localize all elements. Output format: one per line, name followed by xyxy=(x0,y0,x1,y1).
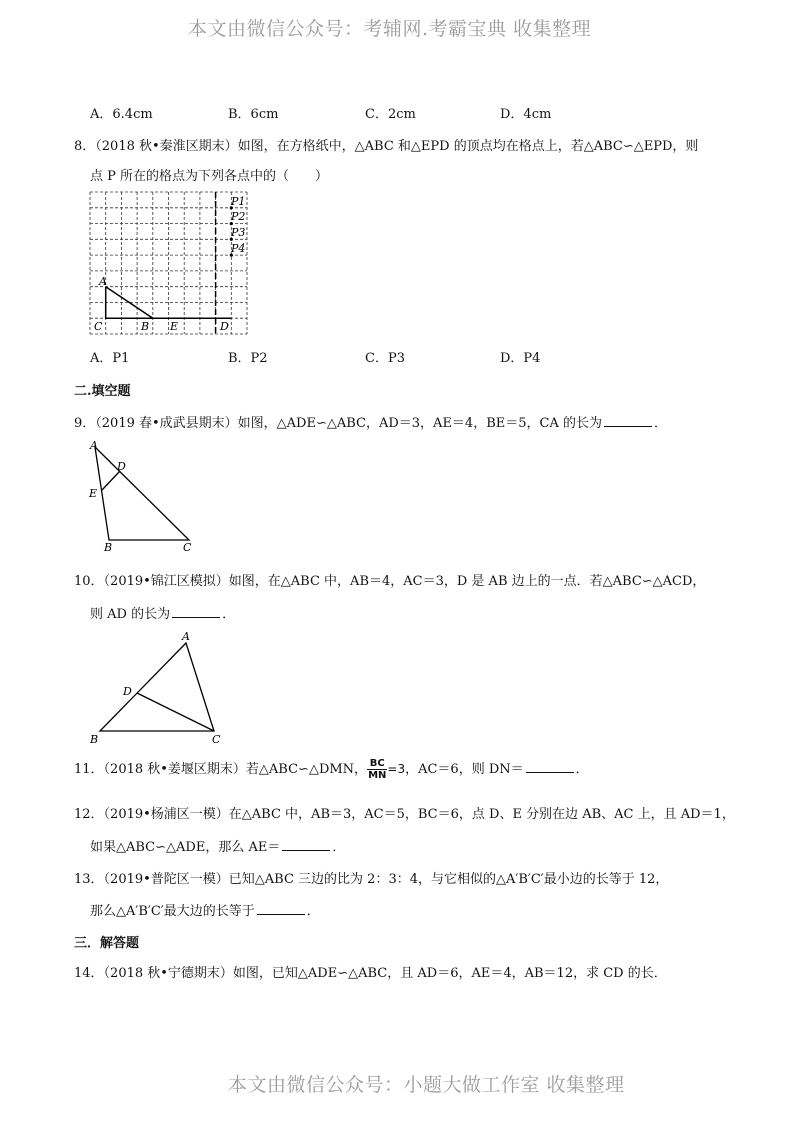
label-e: E xyxy=(170,320,179,333)
q12-period: ． xyxy=(332,840,346,855)
label-a: A xyxy=(90,439,98,452)
q8-grid-figure xyxy=(88,188,248,338)
q8-option-c: C．P3 xyxy=(365,351,405,366)
label-a: A xyxy=(99,275,107,288)
q8-option-d: D．P4 xyxy=(500,351,541,366)
label-c: C xyxy=(212,733,221,746)
bc-over-mn-fraction xyxy=(367,758,387,781)
label-p1: P1 xyxy=(231,195,246,208)
q11-period: ． xyxy=(575,762,589,777)
q13-answer-blank[interactable] xyxy=(257,902,305,915)
q10-triangle-figure xyxy=(85,627,230,749)
q11-answer-blank[interactable] xyxy=(526,760,574,773)
label-e: E xyxy=(89,487,98,500)
top-watermark: 本文由微信公众号：考辅网.考霸宝典 收集整理 xyxy=(188,18,592,40)
q12-answer-blank[interactable] xyxy=(282,838,330,851)
fraction-numerator: BC xyxy=(367,758,387,770)
q12-stem-line2 xyxy=(90,836,345,855)
q10-period: ． xyxy=(222,607,236,622)
label-p3: P3 xyxy=(231,226,246,239)
q11-text-start: 11．（2018 秋•姜堰区期末）若△ABC∽△DMN， xyxy=(74,762,368,777)
q9-period: ． xyxy=(654,416,668,431)
q13-text: 那么△A′B′C′最大边的长等于 xyxy=(90,904,255,919)
label-d: D xyxy=(220,320,229,333)
q9-text: 9．（2019 春•成武县期末）如图，△ADE∽△ABC，AD＝3，AE＝4，BE＝5，CA 的长为 xyxy=(74,416,602,431)
q13-stem-line2 xyxy=(90,900,320,919)
q14-stem: 14．（2018 秋•宁德期末）如图，已知△ADE∽△ABC，且 AD＝6，AE＝4，AB＝12，求 CD 的长． xyxy=(74,966,667,981)
section-answer-title: 三．解答题 xyxy=(74,936,140,951)
q7-option-b: B．6cm xyxy=(228,107,279,122)
label-p2: P2 xyxy=(231,210,246,223)
label-a: A xyxy=(182,630,190,643)
fraction-denominator: MN xyxy=(368,770,387,781)
q10-stem-line2 xyxy=(90,603,235,622)
q8-stem-line1: 8．（2018 秋•秦淮区期末）如图，在方格纸中，△ABC 和△EPD 的顶点均在格点上，若△ABC∽△EPD，则 xyxy=(74,139,699,154)
label-d: D xyxy=(123,685,132,698)
q8-option-a: A．P1 xyxy=(90,351,130,366)
q9-answer-blank[interactable] xyxy=(604,414,652,427)
label-c: C xyxy=(94,320,103,333)
q7-option-d: D．4cm xyxy=(500,107,552,122)
section-fill-in-title: 二.填空题 xyxy=(74,384,131,399)
bottom-watermark: 本文由微信公众号：小题大做工作室 收集整理 xyxy=(228,1074,625,1096)
label-d: D xyxy=(117,460,126,473)
q12-stem-line1: 12．（2019•杨浦区一模）在△ABC 中，AB＝3，AC＝5，BC＝6，点 D、E 分别在边 AB、AC 上，且 AD＝1， xyxy=(74,807,735,822)
q8-option-b: B．P2 xyxy=(228,351,268,366)
q12-text: 如果△ABC∽△ADE，那么 AE＝ xyxy=(90,840,281,855)
q8-stem-line2: 点 P 所在的格点为下列各点中的（ ） xyxy=(90,169,329,184)
q10-text: 则 AD 的长为 xyxy=(90,607,171,622)
q11-stem xyxy=(74,758,589,781)
q13-stem-line1: 13．（2019•普陀区一模）已知△ABC 三边的比为 2：3：4，与它相似的△A′B′C′最小边的长等于 12， xyxy=(74,872,669,887)
q9-triangle-figure xyxy=(85,437,205,557)
label-b: B xyxy=(141,320,150,333)
q9-stem xyxy=(74,412,667,431)
q11-text-end: ，AC＝6，则 DN＝ xyxy=(405,762,524,777)
label-b: B xyxy=(90,733,99,746)
q7-option-a: A．6.4cm xyxy=(90,107,153,122)
label-c: C xyxy=(183,541,192,554)
label-p4: P4 xyxy=(231,242,246,255)
grid-lines xyxy=(90,192,247,334)
q10-stem-line1: 10．（2019•锦江区模拟）如图，在△ABC 中，AB＝4，AC＝3，D 是 AB 边上的一点．若△ABC∽△ACD， xyxy=(74,574,706,589)
q10-answer-blank[interactable] xyxy=(172,605,220,618)
q13-period: ． xyxy=(306,904,320,919)
fraction-value: =3 xyxy=(387,762,406,776)
label-b: B xyxy=(104,541,113,554)
q7-option-c: C．2cm xyxy=(365,107,416,122)
